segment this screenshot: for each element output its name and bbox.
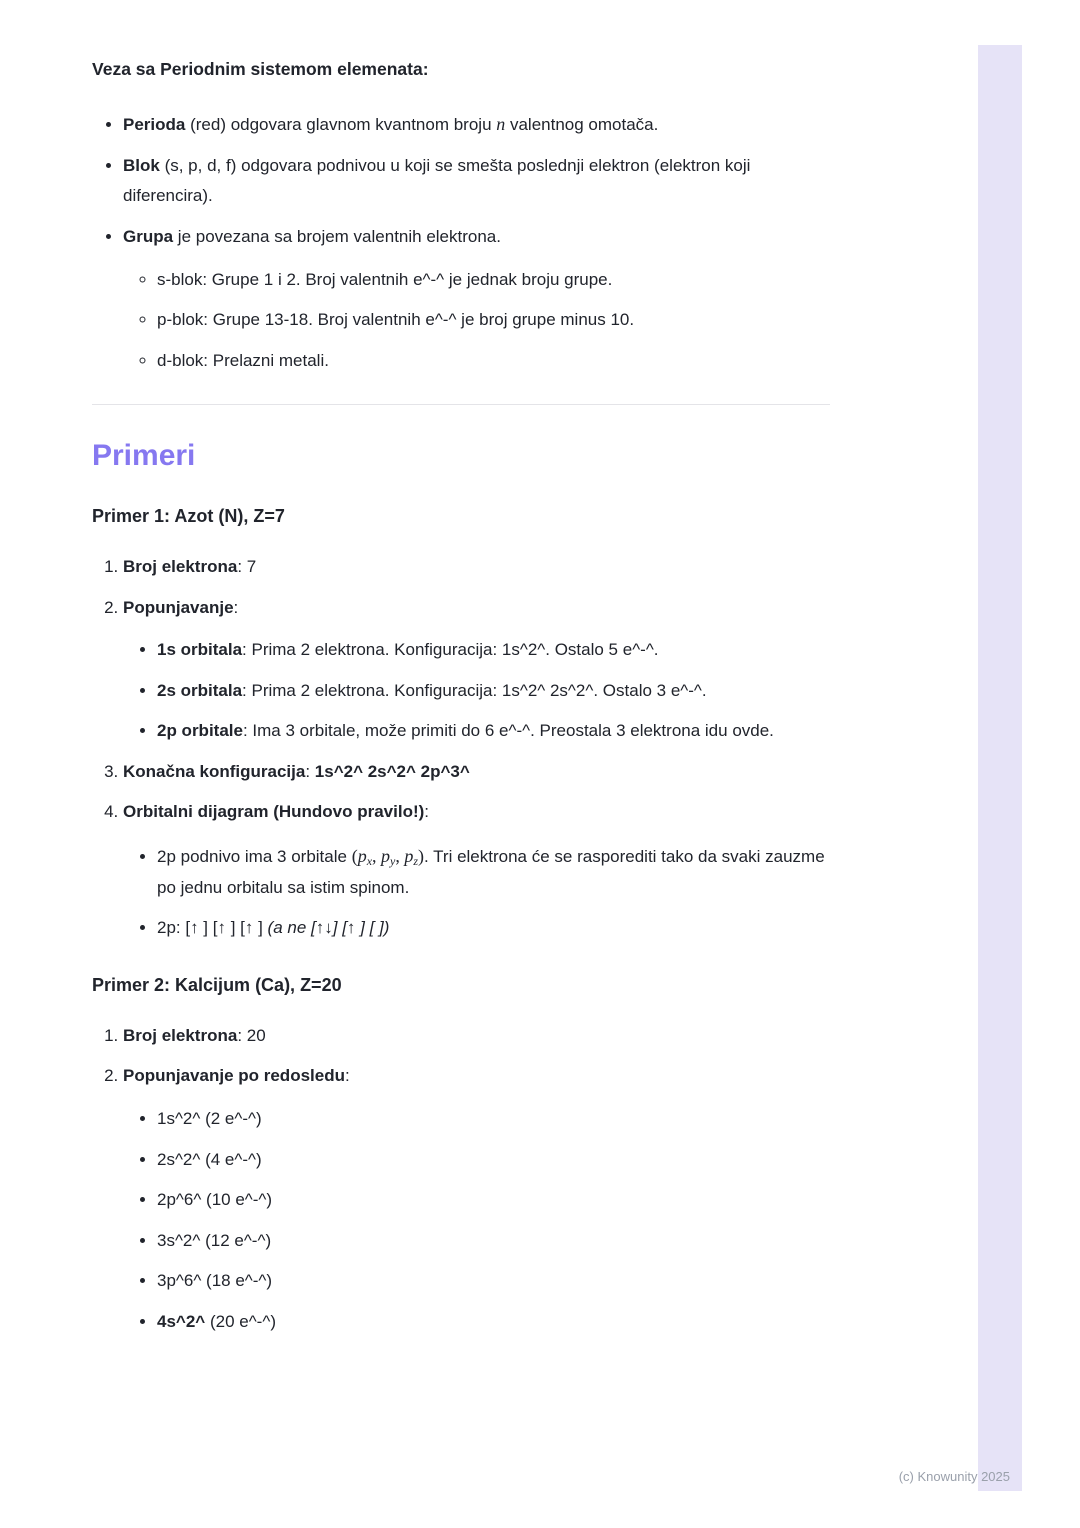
item-label: Popunjavanje: [123, 597, 234, 617]
item-value: 1s^2^ (2 e^-^): [157, 1109, 262, 1129]
item-value: :: [424, 802, 430, 822]
math-sub-x: x: [366, 854, 373, 869]
item-label: Orbitalni dijagram (Hundovo pravilo!): [123, 802, 425, 822]
math-p: p: [404, 846, 414, 867]
math-n-symbol: n: [496, 114, 506, 135]
math-paren: (: [351, 846, 358, 867]
list-item-p-blok: [157, 305, 830, 336]
item-label: Konačna konfiguracija: [123, 761, 306, 781]
list-item-2p6: [157, 1185, 830, 1216]
math-sub-y: y: [390, 854, 396, 869]
item-label: Popunjavanje po redosledu: [123, 1066, 345, 1086]
configuration-value: 1s^2^ 2s^2^ 2p^3^: [314, 761, 470, 781]
list-item-orbitalni-dijagram: [123, 797, 830, 943]
list-item-spin-diagram: [157, 913, 830, 944]
list-item-4s2: [157, 1307, 830, 1338]
item-value: 2p^6^ (10 e^-^): [157, 1190, 273, 1210]
section-heading-veza: Veza sa Periodnim sistemom elemenata:: [92, 59, 429, 79]
list-item-2s2: [157, 1145, 830, 1176]
item-label: Broj elektrona: [123, 556, 238, 576]
orbitalni-dijagram-sublist: [123, 840, 830, 944]
veza-bullet-list: [92, 108, 830, 376]
heading-primer-2: Primer 2: Kalcijum (Ca), Z=20: [92, 974, 342, 995]
term-blok: Blok: [123, 155, 160, 175]
math-paren: ): [418, 846, 425, 867]
item-value: 2s^2^ (4 e^-^): [157, 1149, 262, 1169]
redosled-sublist: [123, 1104, 830, 1338]
item-value: 3s^2^ (12 e^-^): [157, 1230, 272, 1250]
grupa-sublist: [123, 265, 830, 377]
primer1-ordered-list: [92, 552, 830, 944]
item-label: Broj elektrona: [123, 1025, 238, 1045]
math-sub-z: z: [413, 854, 419, 869]
term-perioda: Perioda: [123, 115, 186, 135]
bullet-text: 2p podnivo ima 3 orbitale: [157, 847, 352, 867]
list-item-konacna-konfiguracija: [123, 757, 830, 788]
math-orbital-symbols: [351, 846, 425, 869]
item-value: : 7: [237, 556, 257, 576]
footer-copyright: (c) Knowunity 2025: [898, 1469, 1010, 1484]
item-separator: :: [305, 761, 315, 781]
item-label: 2s orbitala: [157, 680, 243, 700]
bullet-text: (red) odgovara glavnom kvantnom broju: [185, 115, 497, 135]
list-item-2p-podnivo: [157, 840, 830, 903]
spin-boxes-text: 2p: [↑ ] [↑ ] [↑ ]: [157, 918, 268, 938]
item-value: : Prima 2 elektrona. Konfiguracija: 1s^2^ 2s^2^. Ostalo 3 e^-^.: [242, 680, 707, 700]
page-title-primeri: Primeri: [92, 439, 196, 473]
heading-primer-1: Primer 1: Azot (N), Z=7: [92, 505, 285, 526]
term-grupa: Grupa: [123, 227, 174, 247]
list-item-2p-orbitale: [157, 716, 830, 747]
list-item-popunjavanje: [123, 593, 830, 747]
scrollbar[interactable]: [978, 45, 1022, 1491]
bullet-text: je povezana sa brojem valentnih elektrona.: [173, 227, 501, 247]
popunjavanje-sublist: [123, 635, 830, 747]
bullet-text: p-blok: Grupe 13-18. Broj valentnih e^-^ je broj grupe minus 10.: [157, 310, 635, 330]
item-value: 3p^6^ (18 e^-^): [157, 1271, 273, 1291]
math-comma: ,: [372, 846, 382, 867]
list-item-blok: [123, 151, 830, 212]
list-item-popunjavanje-redosled: [123, 1061, 830, 1337]
list-item-broj-elektrona: [123, 552, 830, 583]
list-item-d-blok: [157, 346, 830, 377]
list-item-perioda: [123, 108, 830, 141]
list-item-3p6: [157, 1266, 830, 1297]
list-item-1s-orbitala: [157, 635, 830, 666]
list-item-grupa: [123, 222, 830, 376]
list-item-s-blok: [157, 265, 830, 296]
item-value: : 20: [237, 1025, 266, 1045]
list-item-3s2: [157, 1226, 830, 1257]
list-item-2s-orbitala: [157, 676, 830, 707]
bullet-text: valentnog omotača.: [505, 115, 659, 135]
bullet-text: . Tri elektrona će se rasporediti tako da svaki zauzme po jednu orbitalu sa istim spinom.: [157, 847, 825, 897]
math-p: p: [357, 846, 367, 867]
bullet-text: (s, p, d, f) odgovara podnivou u koji se smešta poslednji elektron (elektron koji diferencira).: [123, 155, 751, 206]
bullet-text: d-blok: Prelazni metali.: [157, 350, 329, 370]
item-label: 2p orbitale: [157, 721, 243, 741]
math-comma: ,: [395, 846, 405, 867]
math-p: p: [381, 846, 391, 867]
item-value: :: [233, 597, 239, 617]
item-value: : Ima 3 orbitale, može primiti do 6 e^-^. Preostala 3 elektrona idu ovde.: [242, 721, 774, 741]
spin-note-italic: (a ne [↑↓] [↑ ] [ ]): [267, 918, 390, 938]
item-value: :: [344, 1066, 350, 1086]
primer2-ordered-list: [92, 1021, 830, 1338]
list-item-broj-elektrona-2: [123, 1021, 830, 1052]
item-label: 1s orbitala: [157, 640, 243, 660]
item-value: (20 e^-^): [205, 1312, 276, 1331]
item-label: 4s^2^: [157, 1312, 206, 1331]
list-item-1s2: [157, 1104, 830, 1135]
section-divider: [92, 404, 830, 405]
bullet-text: s-blok: Grupe 1 i 2. Broj valentnih e^-^ je jednak broju grupe.: [157, 269, 613, 289]
item-value: : Prima 2 elektrona. Konfiguracija: 1s^2^. Ostalo 5 e^-^.: [242, 640, 659, 660]
